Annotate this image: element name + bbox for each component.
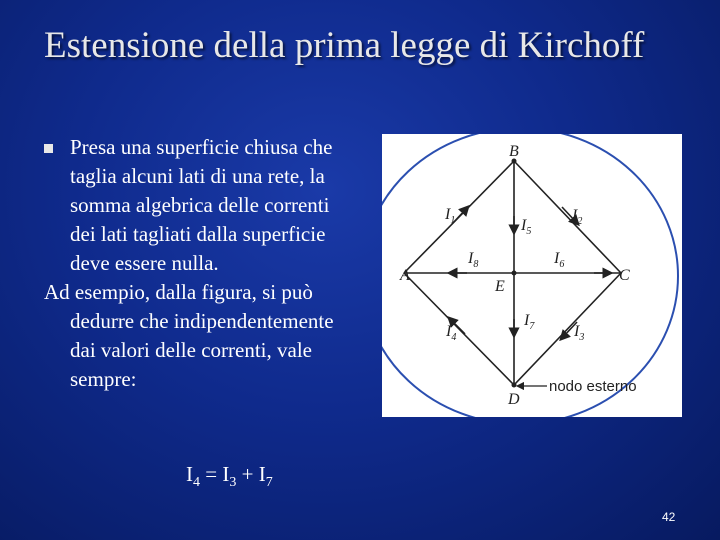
node-label-e: E [495,278,505,295]
current-label-i5: $I_5$ [521,217,532,237]
node-label-d: D [508,391,520,408]
kirchhoff-formula [186,462,273,491]
node-dot-e [512,271,517,276]
example-paragraph [44,278,354,394]
current-label-i7: $I_7$ [524,312,535,332]
formula-lhs: I [186,462,193,486]
node-label-b: B [509,143,519,160]
circuit-figure [382,134,682,417]
current-label-i2: $I_2$ [572,207,583,227]
bullet-text: Presa una superficie chiusa che taglia alcuni lati di una rete, la somma algebrica delle correnti dei lati tagliati dalla superficie deve essere nulla. [70,135,333,275]
node-label-c: C [619,267,630,284]
bullet-paragraph [44,133,354,278]
square-bullet-icon [44,144,53,153]
example-text: Ad esempio, dalla figura, si può dedurre che indipendentemente dai valori delle correnti, vale sempre: [44,280,334,391]
formula-lhs-sub: 4 [193,475,200,491]
current-label-i4: $I_4$ [446,323,457,343]
circuit-diagram [382,134,682,417]
current-label-i3: $I_3$ [574,323,585,343]
current-label-i1: $I_1$ [445,206,456,226]
formula-equals: = [200,462,223,486]
current-label-i6: $I_6$ [554,250,565,270]
node-dot-d [512,383,517,388]
page-number: 42 [662,510,676,524]
formula-term1: I [222,462,230,486]
edge-b-c [514,161,621,273]
formula-term2: I [258,462,266,486]
slide-body [44,133,354,394]
formula-term1-sub: 3 [229,475,237,491]
current-label-i8: $I_8$ [468,250,479,270]
formula-plus: + [236,462,259,486]
formula-term2-sub: 7 [265,475,273,491]
slide-title: Estensione della prima legge di Kirchoff [44,25,645,66]
closed-surface-ellipse [382,134,678,417]
external-node-label: nodo esterno [549,378,637,395]
node-label-a: A [400,267,410,284]
